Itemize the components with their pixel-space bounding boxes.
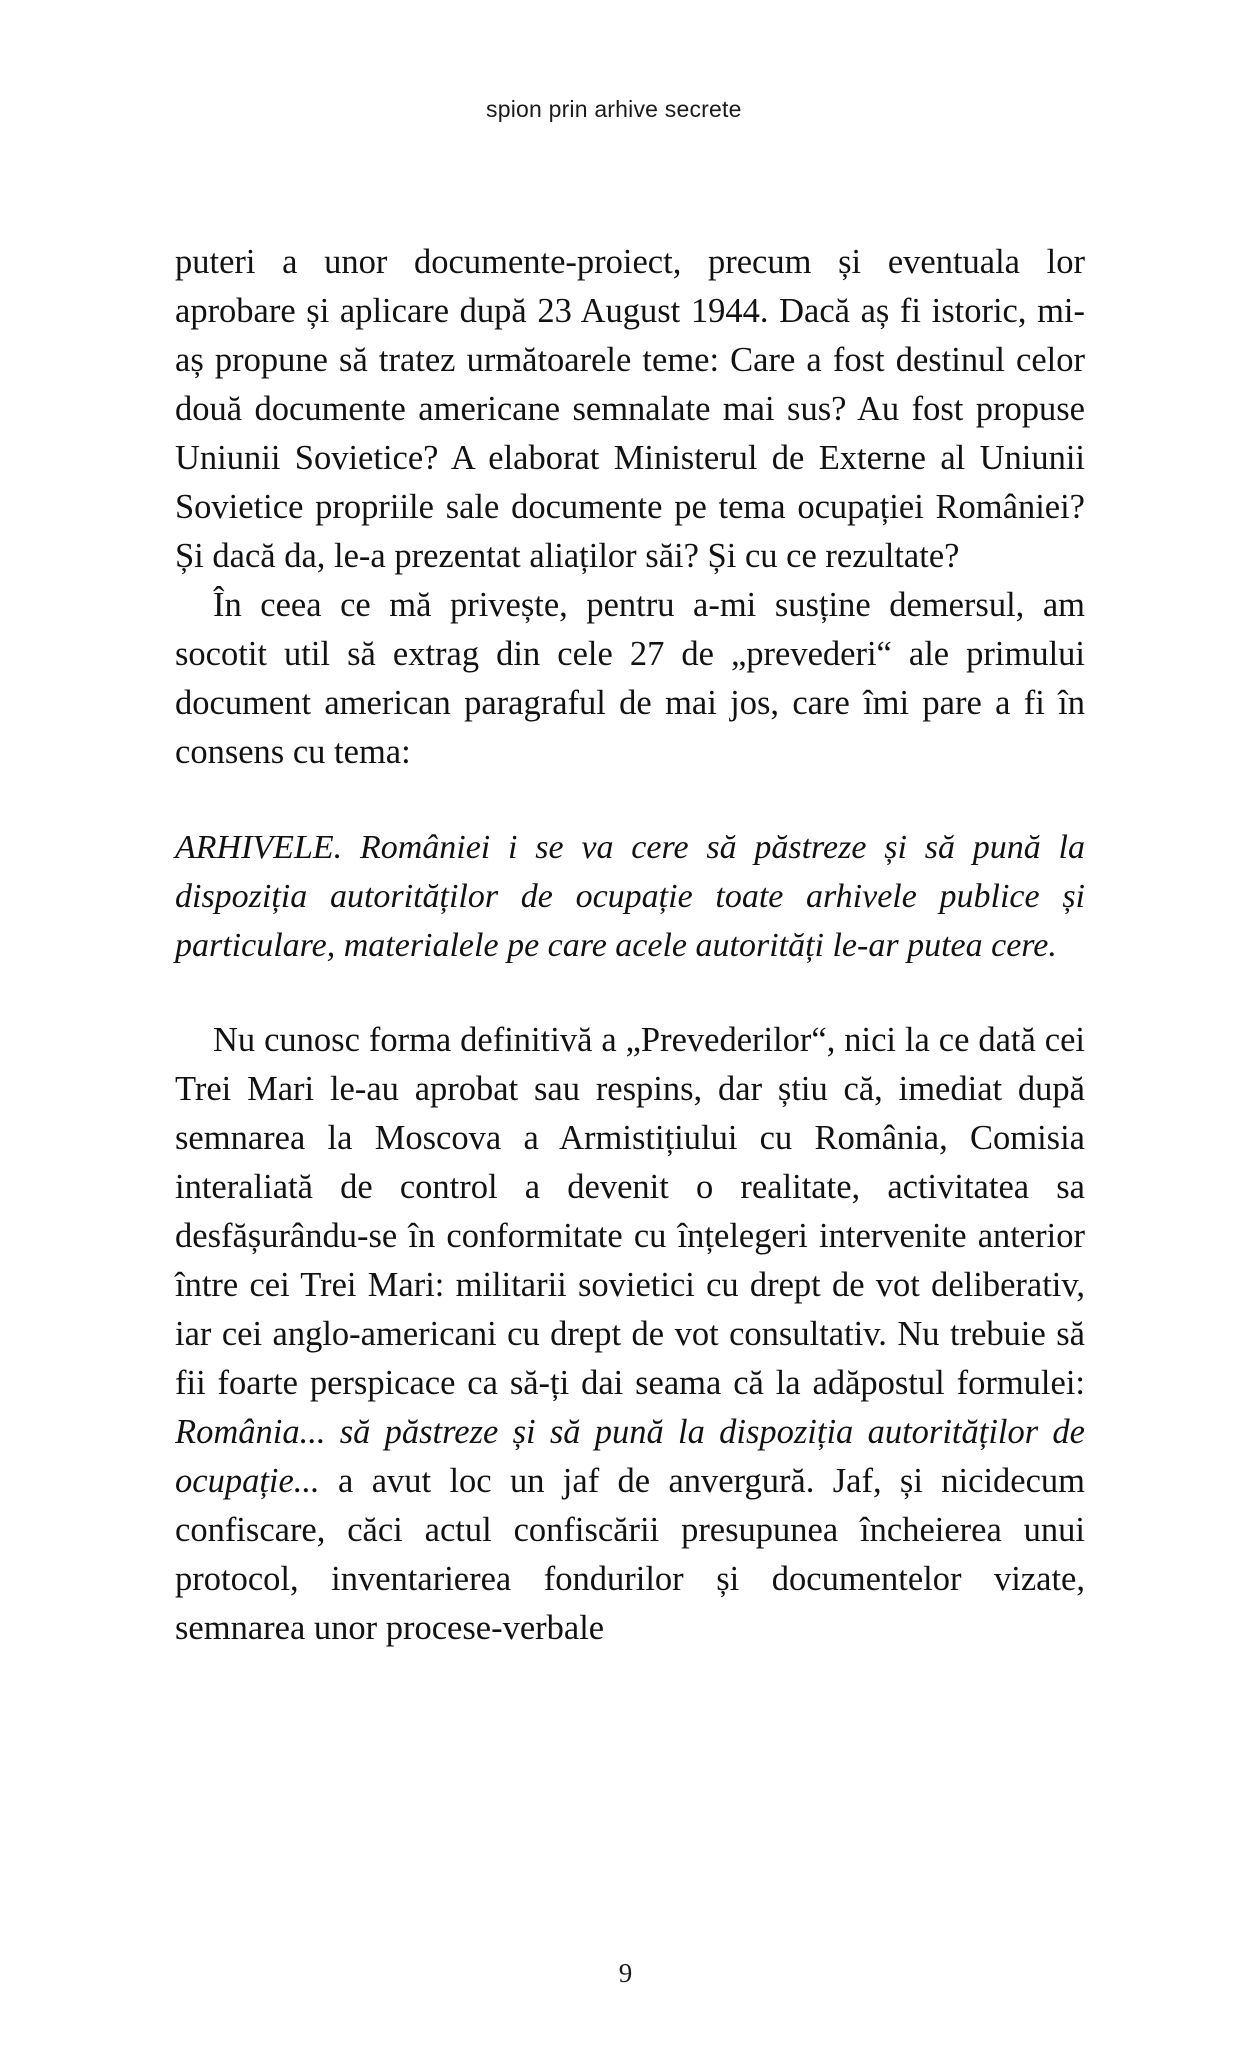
paragraph-3-part-2: a avut loc un jaf de anvergură. Jaf, și nicidecum confiscare, căci actul confiscării presupunea încheierea unui protocol, inventarierea fondurilor și documentelor vizate, semnarea unor procese-verbale xyxy=(175,1462,1085,1647)
block-quote xyxy=(175,823,1085,970)
paragraph-3-italic-quote: România... să păstreze și să pună la dispoziția autorităților de ocupație... xyxy=(175,1413,1085,1500)
paragraph-2: În ceea ce mă privește, pentru a-mi susține demersul, am socotit util să extrag din cele 27 de „prevederi“ ale primului document american paragraful de mai jos, care îmi pare a fi în consens cu tema: xyxy=(175,586,1085,771)
paragraph-3 xyxy=(175,1016,1085,1653)
paragraph-1: puteri a unor documente-proiect, precum și eventuala lor aprobare și aplicare după 23 August 1944. Dacă aș fi istoric, mi-aș propune să tratez următoarele teme: Care a fost destinul celor două documente americane semnalate mai sus? Au fost propuse Uniunii Sovietice? A elaborat Ministerul de Externe al Uniunii Sovietice propriile sale documente pe tema ocupației României? Și dacă da, le-a prezentat aliaților săi? Și cu ce rezultate? xyxy=(175,243,1085,575)
block-quote-text: României i se va cere să păstreze și să pună la dispoziția autorităților de ocupație toate arhivele publice și particulare, materialele pe care acele autorități le-ar putea cere. xyxy=(175,829,1085,964)
running-head: spion prin arhive secrete xyxy=(486,96,742,122)
block-quote-lead: ARHIVELE. xyxy=(175,829,343,866)
page-number: 9 xyxy=(618,1958,633,1988)
paragraph-3-part-1: Nu cunosc forma definitivă a „Prevederilor“, nici la ce dată cei Trei Mari le-au aprobat sau respins, dar știu că, imediat după semnarea la Moscova a Armistițiului cu România, Comisia interaliată de control a devenit o realitate, activitatea sa desfășurându-se în conformitate cu înțelegeri intervenite anterior între cei Trei Mari: militarii sovietici cu drept de vot deliberativ, iar cei anglo-americani cu drept de vot consultativ. Nu trebuie să fii foarte perspicace ca să-ți dai seama că la adăpostul formulei: xyxy=(175,1021,1085,1402)
body-text xyxy=(175,238,1085,1653)
